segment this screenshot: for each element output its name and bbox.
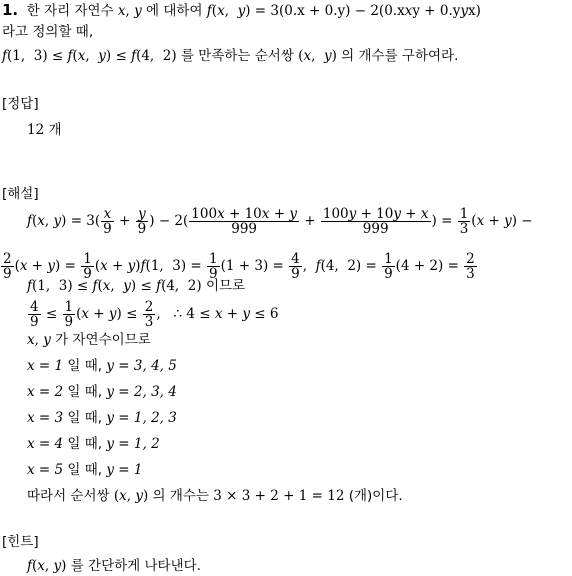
case-word: 일 때,	[67, 436, 103, 452]
problem-text: 라고 정의할 때,	[2, 24, 94, 40]
solution-formula-line-2: $\frac{2}{9}$ (x + y) = $\frac{1}{9}$ (x + y)f(1, 3) = $\frac{1}{9}$ (1 + 3) = $\frac{4}{9}$ , f(4, 2) = $\frac{1}{9}$ (4 + 2) = $\frac{2}{3}$	[3, 251, 475, 283]
hint-text: 를 간단하게 나타낸다.	[70, 558, 201, 574]
problem-text: 를 만족하는 순서쌍	[180, 48, 294, 64]
hint-line: f(x, y) 를 간단하게 나타낸다.	[27, 558, 201, 574]
case-word: 일 때,	[67, 384, 103, 400]
case-y: y = 1, 2	[106, 436, 160, 452]
problem-text: 한 자리 자연수	[26, 3, 114, 19]
problem-text: 에 대하여	[146, 3, 203, 19]
case-line	[27, 356, 177, 376]
problem-number: 1.	[2, 1, 19, 19]
case-line	[27, 434, 160, 454]
case-y: y = 1, 2, 3	[106, 410, 177, 426]
case-x: x = 5	[27, 462, 64, 478]
case-line	[27, 408, 177, 428]
case-word: 일 때,	[67, 410, 103, 426]
solution-text: 이므로	[205, 278, 246, 294]
case-y: y = 1	[106, 462, 143, 478]
answer-header: [정답]	[2, 96, 39, 112]
case-line	[27, 460, 143, 480]
answer-value: 12 개	[27, 122, 62, 138]
case-x: x = 1	[27, 358, 64, 374]
solution-text: (개)이다.	[348, 488, 403, 504]
solution-range-line: $\frac{4}{9}$ ≤ $\frac{1}{9}$ (x + y) ≤ $\frac{2}{3}$ , ∴ 4 ≤ x + y ≤ 6	[30, 299, 279, 331]
solution-header: [해설]	[2, 186, 39, 202]
problem-line-3: f(1, 3) ≤ f(x, y) ≤ f(4, 2) 를 만족하는 순서쌍 (x, y) 의 개수를 구하여라.	[2, 48, 459, 64]
solution-text: 의 개수는	[152, 488, 209, 504]
solution-inequality-line: f(1, 3) ≤ f(x, y) ≤ f(4, 2) 이므로	[27, 278, 246, 294]
problem-line-2	[2, 22, 93, 42]
case-word: 일 때,	[67, 462, 103, 478]
case-y: y = 3, 4, 5	[106, 358, 177, 374]
solution-natural-line: x, y 가 자연수이므로	[27, 332, 151, 348]
solution-formula-line-1: f(x, y) = 3( $\frac{x}{9}$ + $\frac{y}{9}$ ) − 2( $\frac{100x + 10x + y}{999}$ + $\frac{100y + 10y + x}{999}$ ) = $\frac{1}{3}$ (x + y) −	[27, 206, 533, 238]
case-x: x = 4	[27, 436, 64, 452]
solution-text: 가 자연수이므로	[55, 332, 151, 348]
case-line	[27, 382, 177, 402]
case-word: 일 때,	[67, 358, 103, 374]
problem-text: 의 개수를 구하여라.	[341, 48, 459, 64]
case-x: x = 3	[27, 410, 64, 426]
solution-text: 따라서 순서쌍	[27, 488, 110, 504]
problem-line-1: 1. 한 자리 자연수 x, y 에 대하여 f(x, y) = 3(0.x ˙ + 0.y ˙) − 2(0.x ˙xy ˙ + 0.y ˙yx ˙)	[2, 0, 481, 21]
hint-header: [힌트]	[2, 534, 39, 550]
case-y: y = 2, 3, 4	[106, 384, 177, 400]
case-x: x = 2	[27, 384, 64, 400]
solution-conclusion: 따라서 순서쌍 (x, y) 의 개수는 3 × 3 + 2 + 1 = 12 (개)이다.	[27, 488, 403, 504]
